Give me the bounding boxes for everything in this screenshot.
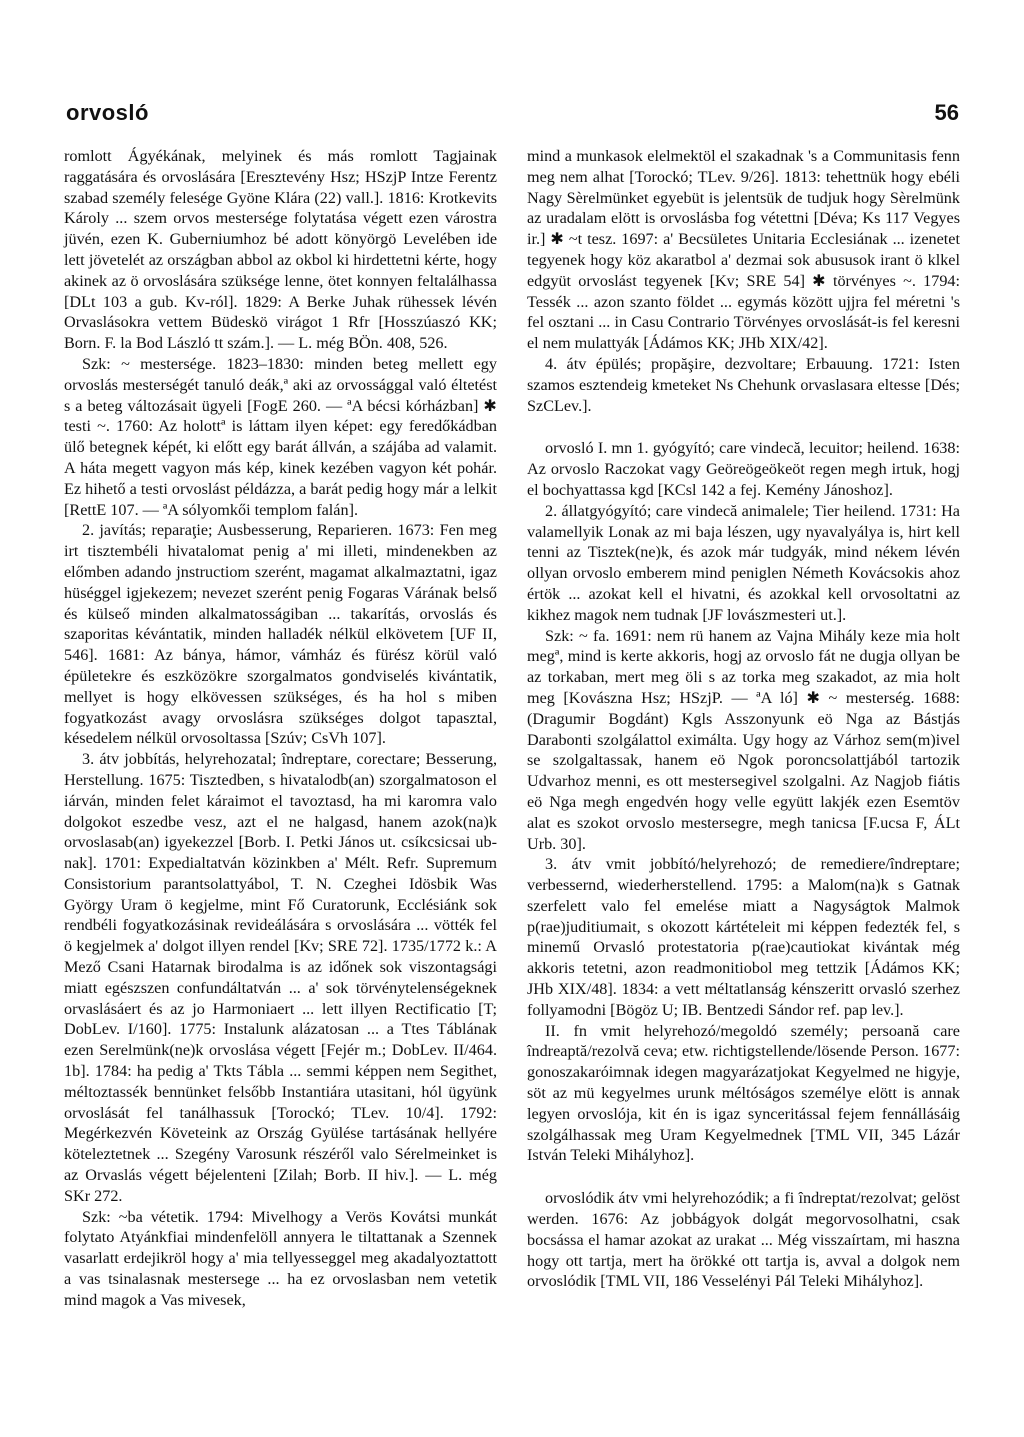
page-number: 56 — [934, 100, 959, 125]
entry-paragraph: 3. átv jobbítás, helyrehozatal; îndreptare, corectare; Besserung, Herstellung. 1675: Tisztedben, s hivatalodb(an) szorgalmatoson el iárván, minden felet káraimot el tavoztasd, ha mi karomra valo dolgokot eszedbe vesz, azt el ne halgasd, hanem azok(na)k orvoslasab(an) igyekezzel [Borb. I. Petki János ut. csíkcsicsai ub-nak]. 1701: Expedialtatván közinkben a' Mélt. Refr. Supremum Consistorium parantsolattyábol, T. N. Czeghei Idösbik Was György Uram ö kegjelme, mint Fő Curatorunk, Ecclésiánk sok rendbéli fogyatkozásinak revideálására s orvoslására ... vötték fel ö kegjelmek a' dolgot illyen rendel [Kv; SRE 72]. 1735/1772 k.: A Mező Csani Hatarnak birodalma is az időnek sok viszontagsági miatt egészszen confundáltatván ... a' sok törvénytelenségeknek orvaslásáert és az jo Harmoniaert ... lett illyen Rectificatio [T; DobLev. I/160]. 1775: Instalunk alázatosan ... a Ttes Táblának ezen Serelmünk(ne)k orvoslása végett [Fejér m.; DobLev. II/464. 1b]. 1784: ha pedig a' Tkts Tábla ... semmi képpen nem Segithet, méltoztassék bennünket felsőbb Instantiára utasitani, hól ügyünk orvoslását fel tanálhassuk [Torockó; TLev. 10/4]. 1792: Megérkezvén Követeink az Ország Gyülése tartásának hellyére köteleztetnek ... Szegény Varosunk részéről valo Sérelmeinket is az Orvaslás végett béjelenteni [Zilah; Borb. II hiv.]. — L. még SKr 272. — [64, 750, 497, 1205]
page-header — [66, 100, 959, 130]
entry-paragraph: 4. átv épülés; propăşire, dezvoltare; Erbauung. 1721: Isten szamos esztendeig kmeteket Ns Chehunk orvaslasara eltesse [Dés; SzCLev.]. — [527, 354, 960, 415]
entry-paragraph: romlott Ágyékának, melyinek és más romlott Tagjainak raggatására és orvoslására [Eresztevény Hsz; HSzjP Intze Ferentz szabad személy felesége Gyöne Klára (22) vall.]. 1816: Krotkevits Károly ... szem orvos mestersége folytatása végett ezen várostra jüvén, ezen K. Guberniumhoz bé adott könyörgö Levelében ide lett jövetelét az országban abbol az okbol ki hirdettetni kérte, hogy akinek az ö orvoslására szükségе lenne, ötet konnyen feltalálhassa [DLt 103 a gub. Kv-ról]. 1829: A Berke Juhak rühessek lévén Orvaslásokra vettem Büdeskö virágot 1 Rfr [Hosszúaszó KK; Born. F. la Bod László tt szám.]. — L. még BÖn. 408, 526. — [64, 147, 497, 353]
entry-paragraph: mind a munkasok elelmektöl el szakadnak 's a Communitasis fenn meg nem alhat [Torockó; TLev. 9/26]. 1813: tehettnük hogy ebéli Nagy Sèrelmünket egyebüt is jelentsük de tudjuk hogy Sèrelmünk az uradalam elött is orvoslásba fog vétettni [Déva; Ks 117 Vegyes ir.] ✱ ~t tesz. 1697: a' Becsületes Unitaria Ecclesiának ... izenetet tegyenek hogy köz akaratbol a' dezmai sok abususok irant ö klkel edgyüt orvoslást tegyenek [Kv; SRE 54] ✱ törvényes ~. 1794: Tessék ... azon szanto földet ... egymás között ujjra fel méretni 's fel osztani ... in Casu Contrario Törvényes orvoslását-is fel keresni el nem mulattyák [Ádámos KK; JHb XIX/42]. — [527, 147, 960, 353]
entry-gap — [527, 1166, 960, 1188]
entry-paragraph: Szk: ~ fa. 1691: nem rü hanem az Vajna Mihály keze mia holt megª, mind is kerte akkoris, hogj az orvoslo fát ne dugja ollyan be az torkaban, mert meg öli s az torka meg szakadot, az mia holt meg [Kovászna Hsz; HSzjP. — ªA ló] ✱ ~ mesterség. 1688: (Dragumir Bogdánt) Kgls Asszonyunk eö Nga az Bástjás Darabonti szolgálattol eximálta. Ugy hogy az Várhoz sem(m)ivel se szolgaltassak, hanem eö Ngok poroncsolattjából tartozik Udvarhoz menni, es ott mestersegivel szolgalni. Az Nagjob fiátis eö Nga megh engedvén hogy velle együtt lakjék ezen Esemtöv alat es szokot orvoslo mestersegre, megh tanicsa [F.ucsa F, ÁLt Urb. 30]. — [527, 626, 960, 853]
headword-entry-paragraph: orvoslódik átv vmi helyrehozódik; a fi îndreptat/rezolvat; gelöst werden. 1676: Az jobbágyok dolgát megorvosolhatni, csak bocsássa el hamar azokat az urakat ... Még visszaírtam, mi haszna hogy ott tartja, mert ha örökké ott tartja is, avval a dolgok nem orvoslódik [TML VII, 186 Vesselényi Pál Teleki Mihályhoz]. — [527, 1189, 960, 1291]
running-headword: orvosló — [66, 100, 149, 125]
entry-paragraph: II. fn vmit helyrehozó/megoldó személy; persoană care îndreaptă/rezolvă ceva; etw. richtigstellende/lösende Person. 1677: gonoszakaróimnak idegen magyarázatjokat Kegyelmed ne higyje, söt az mü kegyelmes urunk méltóságos személye elött is annak legyen orvoslója, kit én is igaz synceritással fejem fennállásáig szolgálhassak meg Uram Kegyelmednek [TML VII, 345 Lázár István Teleki Mihályhoz]. — [527, 1021, 960, 1165]
entry-paragraph: Szk: ~ mestersége. 1823–1830: minden beteg mellett egy orvoslás mesterségét tanuló deák,ª aki az orvossággal való éltetést s a beteg változásait ügyeli [FogE 260. — ªA bécsi kórházban] ✱ testi ~. 1760: Az holottª is láttam ilyen képet: egy feredőkádban ülő betegnek képét, ki előtt egy barát állván, a szájába ad valamit. A háta megett vagyon más kép, kinek kezében vagyon két pohár. Ez hihető a testi orvoslást példázza, a barát pedig hogy már a lelkit [RettE 107. — ªA sólyomkői templom falán]. — [64, 354, 497, 519]
entry-gap — [527, 416, 960, 438]
entry-paragraph: 2. állatgyógyító; care vindecă animalele; Tier heilend. 1731: Ha valamellyik Lonak az mi baja lészen, ugy nyavalyálya is, hirt kell tenni az Tisztek(ne)k, és azok már tudgyák, mind nékem lévén ollyan orvoslo emberem mind peniglen Németh Kovácsokis ahoz értök ... azokat kell el hivatni, és azokkal kell orvosoltatni az kikhez magok nem tudnak [JF lovászmesteri ut.]. — [527, 501, 960, 624]
entry-paragraph: 3. átv vmit jobbító/helyrehozó; de remediere/îndreptare; verbessernd, wiederherstellend. 1795: a Malom(na)k s Gatnak szerfelett valo fel emelése miatt a Nagyságtok Malmok p(rae)juditiumait, s okozott kártételeit mi képpen fedezték fel, s minemű Orvasló protestatoria p(rae)cautiokat kivántak még akkoris tetetni, azon readmonitiobol meg tettzik [Ádámos KK; JHb XIX/48]. 1834: a vett méltatlanság kénszeritt orvasló szerhez follyamodni [Bögöz U; IB. Bentzedi Sándor ref. pap lev.]. — [527, 855, 960, 1019]
entry-paragraph: 2. javítás; reparaţie; Ausbesserung, Reparieren. 1673: Fen meg irt tisztembéli hivatalomat penig a' mi illeti, mindenekben az előmben adando jnstructiom szerént, magamat alkalmaztatni, igaz hüséggel igjekezem; nevezet szerént penig Fogaras Várának belső és külseő minden alkalmatosságiban ... takarítás, orvoslás és szaporitas kévántatik, minden halladék nélkül elkövetem [UF II, 546]. 1681: Az bánya, hámor, vámház és fürész körül való épületekre és eszközökre szorgalmatos gondviselés kivántatik, mellyet is hogy elkövessen szükséges, és ha hol s miben fogyatkozást avagy orvoslásra szükséges dolgot tapasztal, késedelem nélkül orvosoltassa [Szúv; CsVh 107]. — [64, 521, 497, 748]
headword-entry-paragraph: orvosló I. mn 1. gyógyító; care vindecă, lecuitor; heilend. 1638: Az orvoslo Raczokat vagy Geöreögeökeöt regen megh irtuk, hogj el bochyattassa kgd [KCsl 142 a fej. Kemény Jánoshoz]. — [527, 439, 960, 499]
left-column — [64, 146, 497, 1311]
right-column — [527, 146, 960, 1292]
entry-paragraph: Szk: ~ba vétetik. 1794: Mivelhogy a Verös Kovátsi munkát folytato Atyánkfiai mindenfelöll annyera le tiltattanak a Szennek vasarlatt erdejikröl hogy a' mia tellyesseggel meg akadalyoztattott a vas tsinalasnak mestersege ... ha ez orvoslasban nem vetetik mind magok a Vas mivesek, — [64, 1207, 497, 1309]
